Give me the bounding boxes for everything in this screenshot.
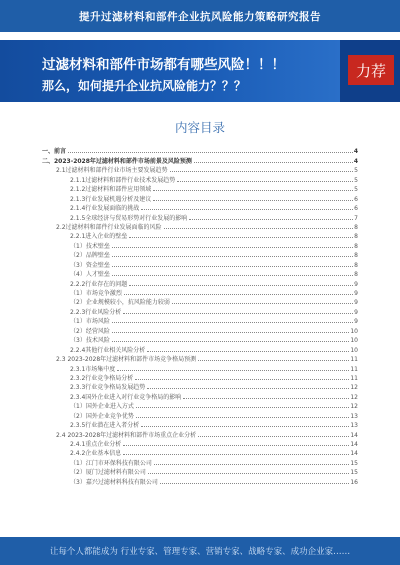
toc-entry-text: 2.1过滤材料和部件行业市场主要发展趋势 [56, 167, 168, 175]
toc-leader-dots [129, 236, 353, 238]
toc-page-number: 9 [354, 308, 358, 316]
toc-entry[interactable] [42, 410, 358, 419]
toc-entry-text: （3）资金壁垒 [70, 261, 110, 269]
toc-page-number: 11 [350, 356, 358, 364]
toc-entry-text: 2.4 2023-2028年过滤材料和部件市场重点企业分析 [56, 431, 197, 439]
toc-entry-text: （1）市场竞争激烈 [70, 290, 122, 297]
toc-page-number: 14 [350, 450, 358, 458]
toc-entry[interactable] [42, 259, 358, 268]
toc-page-number: 10 [350, 346, 358, 354]
toc-page-number: 9 [354, 318, 358, 326]
banner-headline: 过滤材料和部件市场都有哪些风险！！！ [42, 57, 285, 73]
toc-page-number: 14 [350, 431, 358, 439]
toc-page-number: 15 [350, 469, 358, 477]
toc-entry[interactable] [42, 222, 358, 231]
toc-leader-dots [136, 416, 350, 418]
toc-leader-dots [123, 444, 349, 446]
toc-entry[interactable] [42, 250, 358, 259]
toc-leader-dots [160, 482, 350, 484]
toc-entry-text: 2.1.5全球经济与贸易形势对行业发展的影响 [70, 214, 188, 222]
toc-page-number: 13 [350, 422, 358, 430]
toc-entry-text: 2.3.1市场集中度 [70, 365, 116, 373]
toc-leader-dots [148, 472, 350, 474]
footer-slogan: 让每个人都能成为 行业专家、管理专家、营销专家、战略专家、成功企业家…… [49, 547, 351, 557]
toc-entry[interactable] [42, 165, 358, 174]
toc-page-number: 11 [350, 374, 358, 382]
toc-leader-dots [177, 180, 353, 182]
toc-page-number: 13 [350, 412, 358, 420]
toc-page-number: 5 [354, 167, 358, 175]
toc-leader-dots [112, 340, 350, 342]
toc-page-number: 6 [354, 195, 358, 203]
toc-entry-text: （2）厦门过滤材料有限公司 [70, 469, 146, 477]
toc-entry[interactable] [42, 269, 358, 278]
toc-leader-dots [147, 387, 349, 389]
toc-entry[interactable] [42, 203, 358, 212]
toc-leader-dots [183, 397, 349, 399]
toc-page-number: 6 [354, 205, 358, 213]
toc-entry[interactable] [42, 231, 358, 240]
toc-page-number: 9 [354, 290, 358, 297]
toc-entry[interactable] [42, 306, 358, 315]
title-banner [0, 40, 400, 102]
toc-entry-text: （2）企业规模较小，抗风险能力较弱 [70, 299, 170, 307]
toc-page-number: 8 [354, 271, 358, 279]
toc-page-number: 16 [350, 478, 358, 486]
toc-page-number: 8 [354, 233, 358, 241]
toc-entry-text: 2.4.2企业基本信息 [70, 450, 122, 458]
toc-page-number: 10 [350, 327, 358, 335]
toc-entry-text: 2.3.2行业竞争格局分析 [70, 374, 134, 382]
toc-page-number: 15 [350, 459, 358, 467]
toc-entry-text: （3）嘉兴过滤材料科技有限公司 [70, 478, 158, 486]
toc-entry[interactable] [42, 297, 358, 306]
toc-entry[interactable] [42, 288, 358, 297]
toc-entry-text: 2.4.1重点企业分析 [70, 441, 122, 448]
toc-entry-text: 一、前言 [42, 148, 67, 156]
toc-page-number: 8 [354, 223, 358, 231]
toc-entry-text: （1）国外企业进入方式 [70, 403, 134, 411]
table-of-contents [42, 146, 358, 486]
toc-leader-dots [141, 425, 349, 427]
toc-entry[interactable] [42, 174, 358, 183]
toc-entry-text: 2.3 2023-2028年过滤材料和部件市场竞争格局预测 [56, 356, 197, 364]
toc-entry-text: （2）品牌壁垒 [70, 252, 110, 260]
toc-entry[interactable] [42, 401, 358, 410]
toc-leader-dots [198, 359, 349, 361]
toc-entry-text: 2.2.1进入企业的壁垒 [70, 233, 128, 241]
toc-leader-dots [123, 312, 353, 314]
toc-entry[interactable] [42, 335, 358, 344]
toc-leader-dots [141, 208, 353, 210]
toc-leader-dots [129, 284, 353, 286]
toc-page-number: 10 [350, 337, 358, 345]
banner-subheadline: 那么，如何提升企业抗风险能力？？？ [42, 79, 247, 93]
toc-leader-dots [112, 321, 353, 323]
report-header-bar [0, 0, 400, 32]
brand-badge-text: 力荐 [355, 61, 386, 80]
toc-entry[interactable] [42, 448, 358, 457]
toc-leader-dots [147, 350, 349, 352]
brand-badge [348, 55, 394, 85]
toc-entry-text: 二、2023-2028年过滤材料和部件市场前景及风险预测 [42, 157, 192, 165]
toc-entry[interactable] [42, 439, 358, 448]
toc-leader-dots [117, 369, 349, 371]
toc-entry[interactable] [42, 457, 358, 466]
toc-leader-dots [198, 435, 349, 437]
toc-entry[interactable] [42, 373, 358, 382]
toc-page-number: 11 [350, 365, 358, 373]
toc-page-number: 5 [354, 176, 358, 184]
toc-entry[interactable] [42, 344, 358, 353]
toc-page-number: 8 [354, 242, 358, 250]
toc-page-number: 8 [354, 252, 358, 260]
footer-bar [0, 537, 400, 565]
toc-leader-dots [112, 265, 353, 267]
report-header-title: 提升过滤材料和部件企业抗风险能力策略研究报告 [79, 10, 321, 23]
toc-entry-text: （1）江门市环保科技有限公司 [70, 459, 152, 467]
toc-entry[interactable] [42, 155, 358, 164]
toc-leader-dots [153, 189, 353, 191]
toc-leader-dots [124, 293, 353, 295]
toc-leader-dots [189, 218, 353, 220]
toc-leader-dots [123, 453, 349, 455]
toc-entry-text: （2）经营风险 [70, 327, 110, 335]
toc-entry[interactable] [42, 354, 358, 363]
toc-entry[interactable] [42, 476, 358, 485]
toc-leader-dots [164, 227, 354, 229]
toc-leader-dots [153, 199, 353, 201]
toc-entry-text: 2.3.3行业竞争格局发展趋势 [70, 384, 146, 392]
toc-entry[interactable] [42, 278, 358, 287]
toc-entry[interactable] [42, 429, 358, 438]
toc-page-number: 5 [354, 186, 358, 194]
toc-entry[interactable] [42, 363, 358, 372]
toc-entry-text: 2.2.3行业风险分析 [70, 308, 122, 316]
toc-entry-text: 2.1.1过滤材料和部件行业技术发展趋势 [70, 176, 176, 184]
toc-page-number: 12 [350, 393, 358, 401]
toc-leader-dots [112, 255, 353, 257]
toc-entry-text: 2.1.4行业发展面临的挑战 [70, 205, 140, 213]
toc-entry-text: 2.1.3行业发展机遇分析及建议 [70, 195, 152, 203]
toc-entry[interactable] [42, 240, 358, 249]
toc-leader-dots [68, 151, 353, 153]
toc-entry[interactable] [42, 316, 358, 325]
toc-entry[interactable] [42, 420, 358, 429]
toc-entry-text: （3）技术风险 [70, 337, 110, 345]
toc-leader-dots [112, 246, 353, 248]
toc-entry[interactable] [42, 212, 358, 221]
toc-entry-text: 2.3.5行业潜在进入者分析 [70, 422, 140, 430]
toc-leader-dots [194, 161, 353, 163]
toc-entry-text: （4）人才壁垒 [70, 271, 110, 279]
toc-entry-text: 2.2.4其他行业相关风险分析 [70, 346, 146, 354]
toc-leader-dots [112, 274, 353, 276]
toc-entry[interactable] [42, 184, 358, 193]
toc-entry-text: 2.1.2过滤材料和部件应用领域 [70, 186, 152, 194]
toc-leader-dots [170, 170, 354, 172]
toc-entry-text: （2）国外企业竞争优势 [70, 412, 134, 420]
toc-entry-text: 2.3.4国外企业进入对行业竞争格局的影响 [70, 393, 182, 401]
toc-page-number: 14 [350, 441, 358, 448]
toc-leader-dots [112, 331, 350, 333]
toc-entry[interactable] [42, 467, 358, 476]
toc-page-number: 4 [353, 157, 358, 165]
toc-leader-dots [172, 302, 353, 304]
toc-entry[interactable] [42, 391, 358, 400]
toc-page-number: 12 [350, 403, 358, 411]
toc-leader-dots [136, 406, 350, 408]
toc-title: 内容目录 [174, 120, 225, 135]
toc-page-number: 4 [353, 148, 358, 156]
toc-entry[interactable] [42, 325, 358, 334]
toc-entry-text: 2.2过滤材料和部件行业发展面临的风险 [56, 223, 162, 231]
toc-entry[interactable] [42, 382, 358, 391]
toc-entry[interactable] [42, 193, 358, 202]
toc-page-number: 8 [354, 261, 358, 269]
toc-leader-dots [154, 463, 350, 465]
toc-page-number: 9 [354, 280, 358, 288]
toc-page-number: 12 [350, 384, 358, 392]
toc-leader-dots [135, 378, 349, 380]
toc-entry-text: （1）市场风险 [70, 318, 110, 326]
toc-page-number: 9 [354, 299, 358, 307]
toc-entry-text: 2.2.2行业存在的问题 [70, 280, 128, 288]
toc-entry[interactable] [42, 146, 358, 155]
toc-entry-text: （1）技术壁垒 [70, 242, 110, 250]
toc-page-number: 7 [354, 214, 358, 222]
